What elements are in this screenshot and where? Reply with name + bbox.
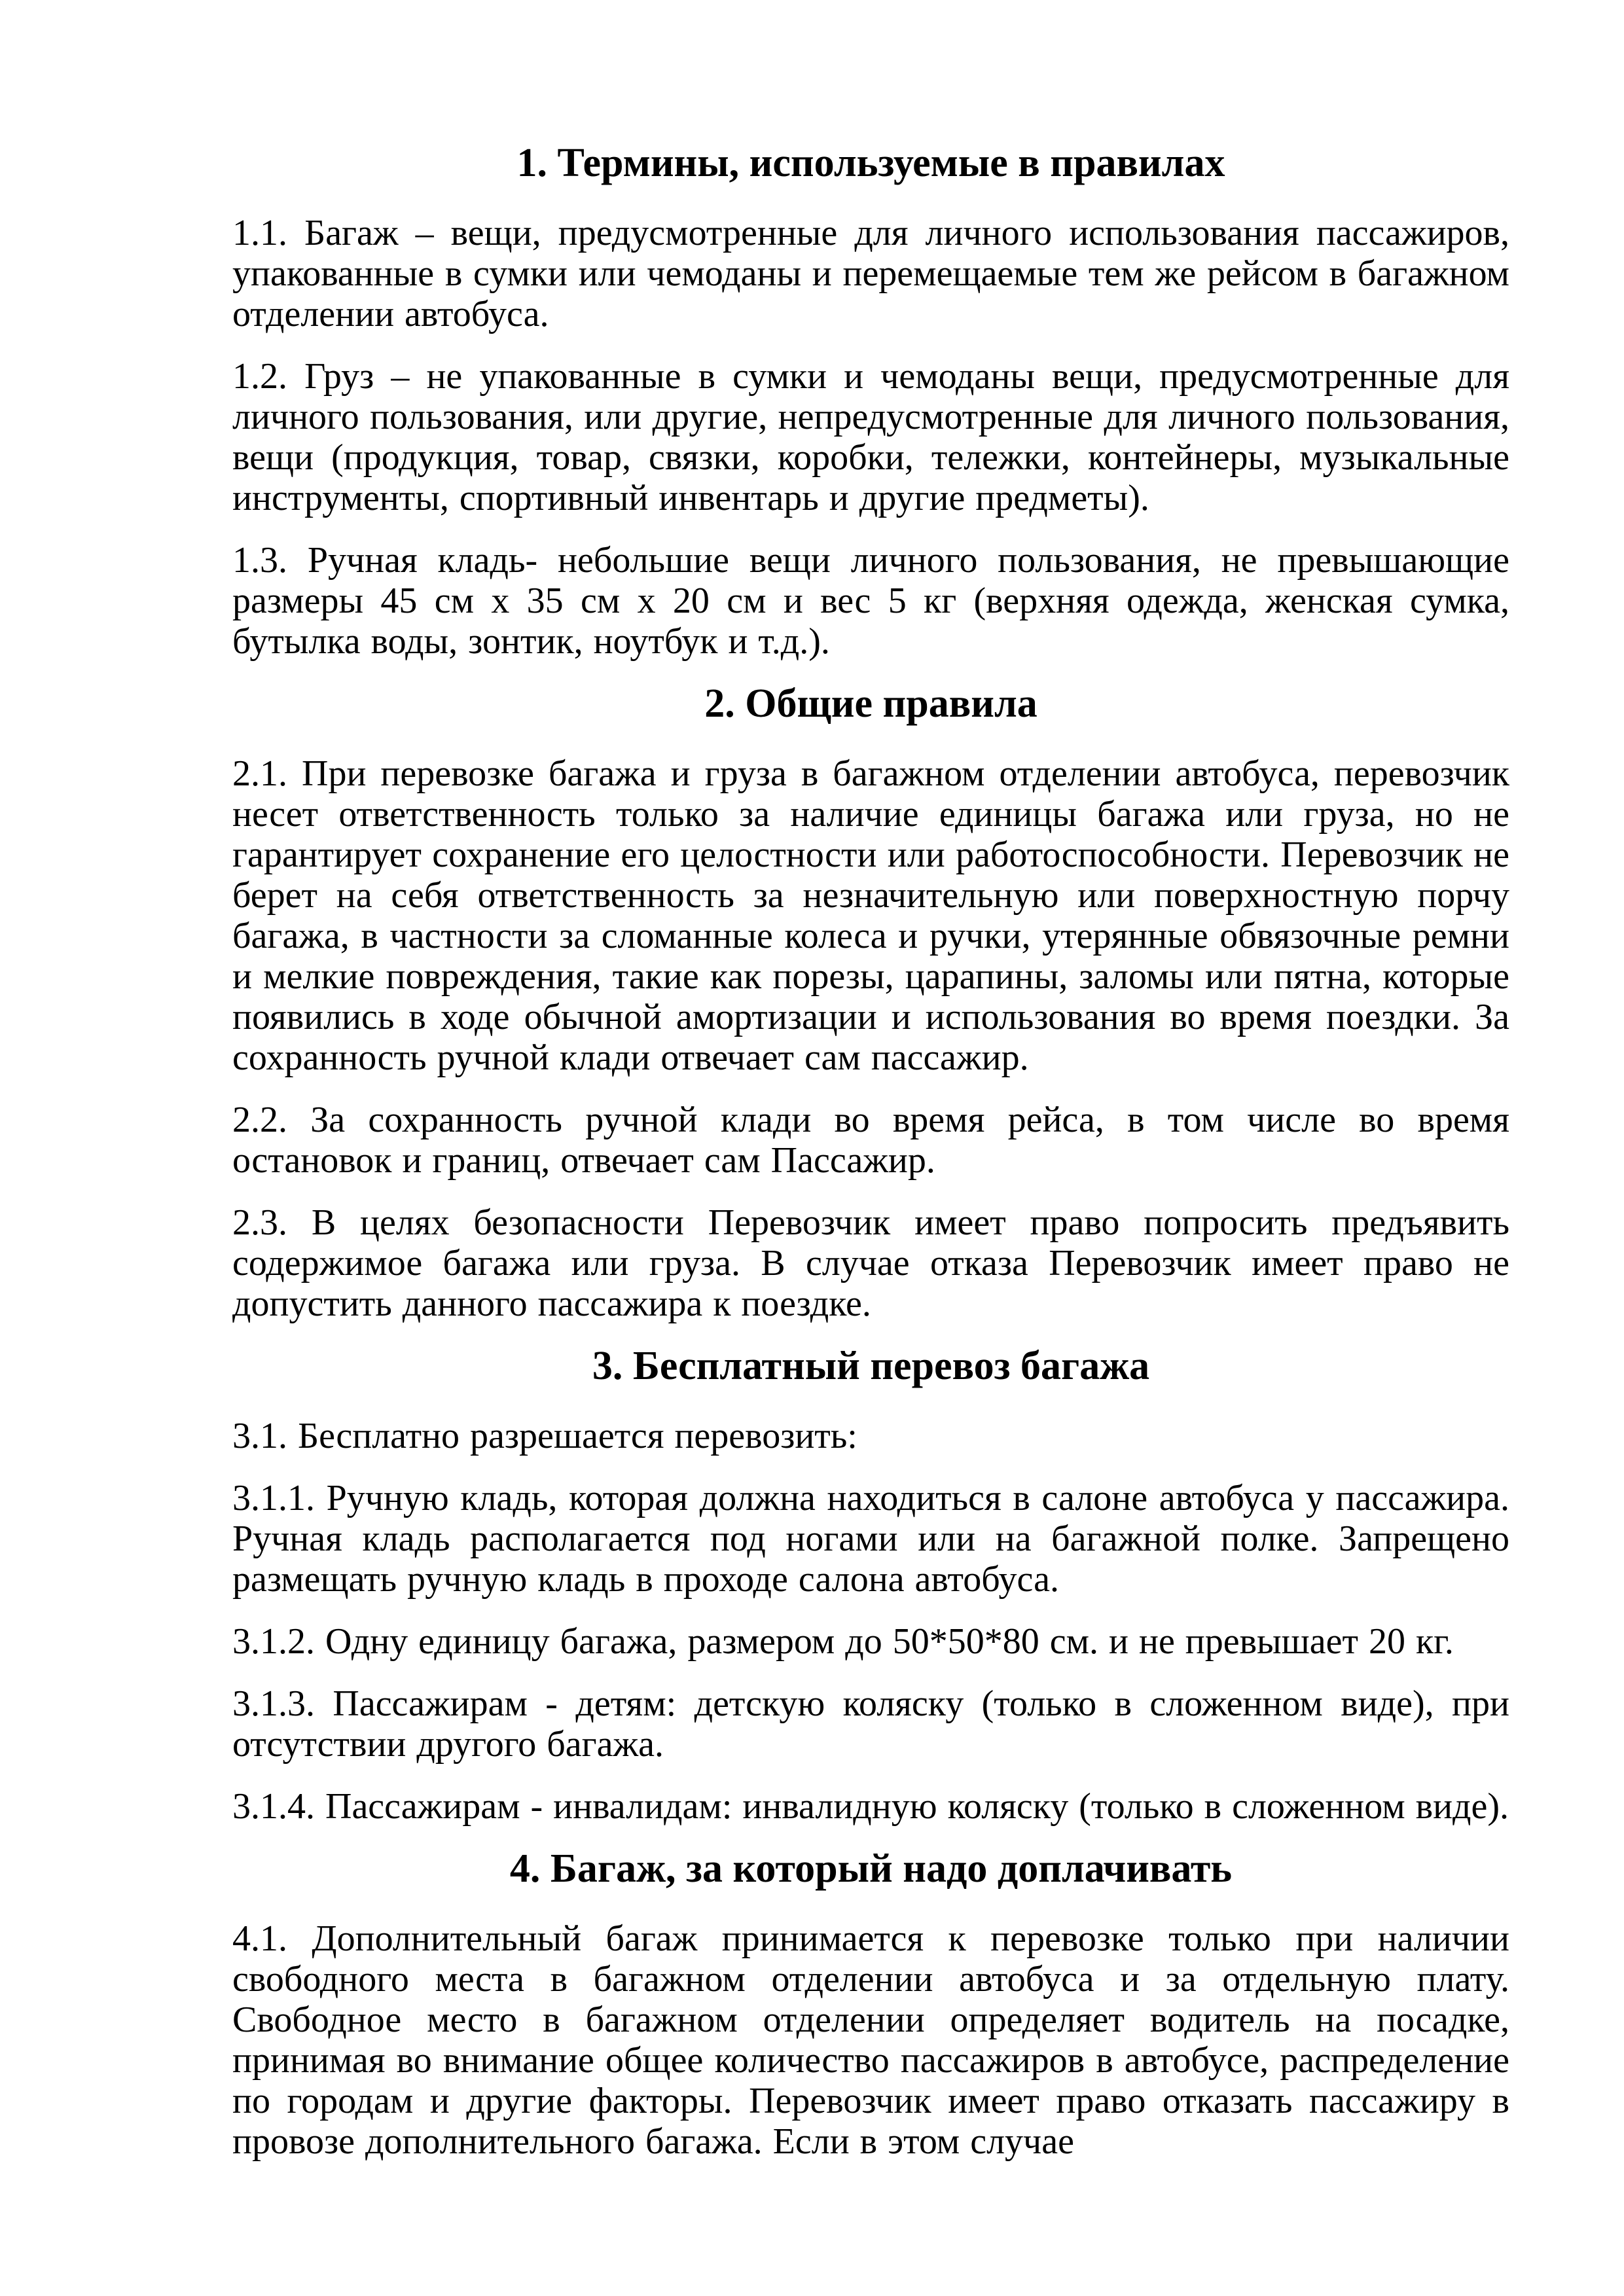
paragraph-2-3: 2.3. В целях безопасности Перевозчик имеет право попросить предъявить содержимое багажа или груза. В случае отказа Перевозчик имеет право не допустить данного пассажира к поездке.: [232, 1202, 1509, 1324]
paragraph-1-2: 1.2. Груз – не упакованные в сумки и чемоданы вещи, предусмотренные для личного пользования, или другие, непредусмотренные для личного пользования, вещи (продукция, товар, связки, коробки, тележки, контейнеры, музыкальные инструменты, спортивный инвентарь и другие предметы).: [232, 356, 1509, 518]
section-terms: [232, 143, 1509, 662]
paragraph-3-1-4: 3.1.4. Пассажирам - инвалидам: инвалидную коляску (только в сложенном виде).: [232, 1786, 1509, 1827]
section-paid-baggage-heading: 4. Багаж, за который надо доплачивать: [509, 1846, 1233, 1891]
section-paid-baggage: [232, 1848, 1509, 2162]
section-free-baggage-heading: 3. Бесплатный перевоз багажа: [592, 1344, 1150, 1388]
section-general-rules: [232, 683, 1509, 1324]
paragraph-3-1-1: 3.1.1. Ручную кладь, которая должна находиться в салоне автобуса у пассажира. Ручная кладь располагается под ногами или на багажной полке. Запрещено размещать ручную кладь в проходе салона автобуса.: [232, 1478, 1509, 1600]
paragraph-3-1-3: 3.1.3. Пассажирам - детям: детскую коляску (только в сложенном виде), при отсутствии другого багажа.: [232, 1683, 1509, 1765]
paragraph-2-2: 2.2. За сохранность ручной клади во время рейса, в том числе во время остановок и границ, отвечает сам Пассажир.: [232, 1100, 1509, 1181]
paragraph-1-1: 1.1. Багаж – вещи, предусмотренные для личного использования пассажиров, упакованные в сумки или чемоданы и перемещаемые тем же рейсом в багажном отделении автобуса.: [232, 213, 1509, 334]
section-free-baggage: [232, 1346, 1509, 1827]
paragraph-4-1: 4.1. Дополнительный багаж принимается к перевозке только при наличии свободного места в багажном отделении автобуса и за отдельную плату. Свободное место в багажном отделении определяет водитель на посадке, принимая во внимание общее количество пассажиров в автобусе, распределение по городам и другие факторы. Перевозчик имеет право отказать пассажиру в провозе дополнительного багажа. Если в этом случае: [232, 1918, 1509, 2162]
paragraph-3-1: 3.1. Бесплатно разрешается перевозить:: [232, 1416, 857, 1456]
paragraph-2-1: 2.1. При перевозке багажа и груза в багажном отделении автобуса, перевозчик несет ответственность только за наличие единицы багажа или груза, но не гарантирует сохранение его целостности или работоспособности. Перевозчик не берет на себя ответственность за незначительную или поверхностную порчу багажа, в частности за сломанные колеса и ручки, утерянные обвязочные ремни и мелкие повреждения, такие как порезы, царапины, заломы или пятна, которые появились в ходе обычной амортизации и использования во время поездки. За сохранность ручной клади отвечает сам пассажир.: [232, 753, 1509, 1078]
section-terms-heading: 1. Термины, используемые в правилах: [516, 141, 1225, 185]
paragraph-3-1-2: 3.1.2. Одну единицу багажа, размером до 50*50*80 см. и не превышает 20 кг.: [232, 1621, 1454, 1662]
paragraph-1-3: 1.3. Ручная кладь- небольшие вещи личного пользования, не превышающие размеры 45 см х 35 см х 20 см и вес 5 кг (верхняя одежда, женская сумка, бутылка воды, зонтик, ноутбук и т.д.).: [232, 540, 1509, 662]
section-general-rules-heading: 2. Общие правила: [704, 681, 1038, 726]
